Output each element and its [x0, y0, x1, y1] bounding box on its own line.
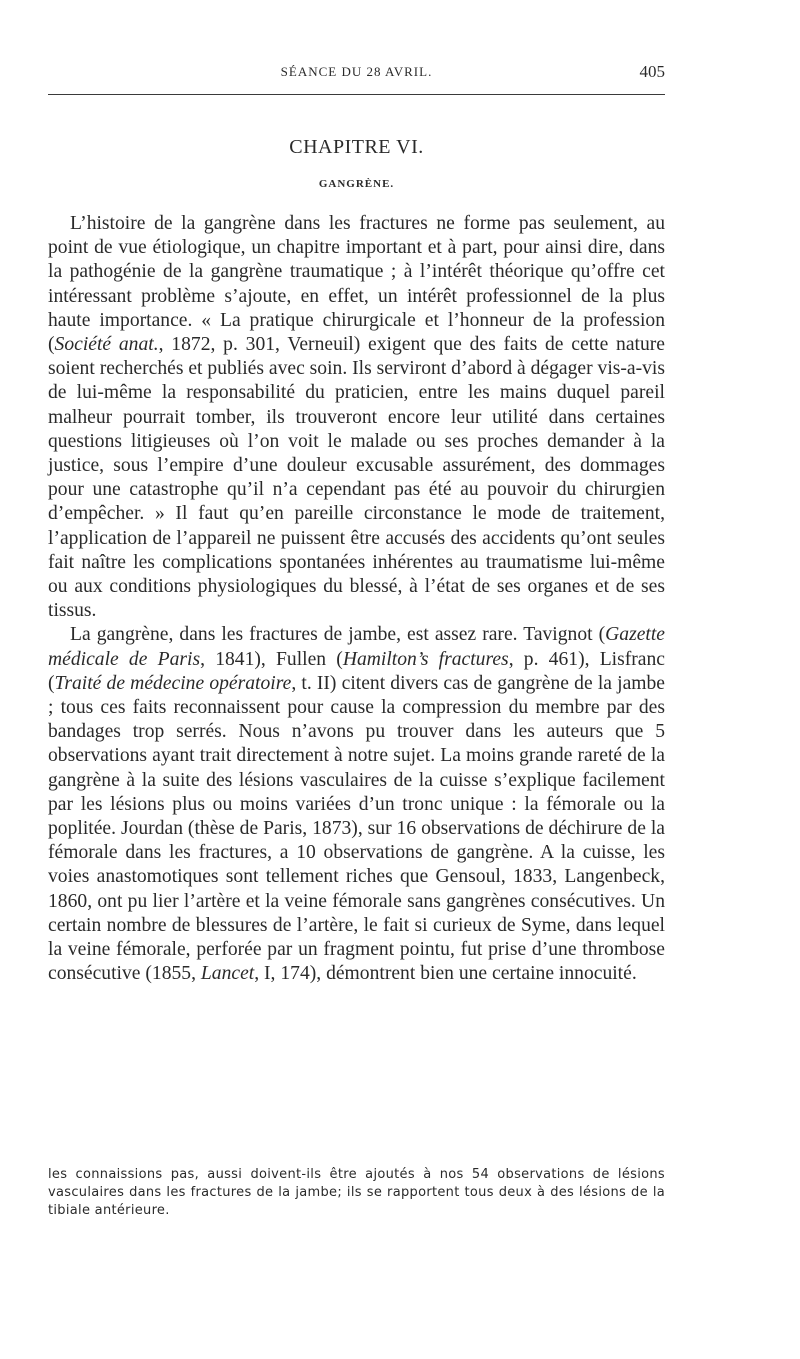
citation-gazette-medicale: Gazette médicale de Paris — [48, 624, 665, 670]
paragraph-2-text-3: , p. 461), Lisfranc ( — [48, 648, 665, 694]
citation-lancet: Lancet — [200, 963, 255, 985]
paragraph-1-text-1: L’histoire de la gangrène dans les fractures ne forme pas seulement, au point de vue étiologique, un chapitre important et à part, pour ainsi dire, dans la pathogénie de la gangrène traumatique ; à l’intérêt théorique qu’offre cet intéressant problème s’ajoute, en effet, un intérêt professionnel de la plus haute importance. « La pratique chirurgicale et l’honneur de la profession ( — [48, 213, 665, 356]
chapter-title: CHAPITRE VI. — [289, 136, 424, 158]
paragraph-2-text-4: , t. II) citent divers cas de gangrène de la jambe ; tous ces faits reconnaissent pour cause la compression du membre par des bandages trop serrés. Nous n’avons pu trouver dans les auteurs que 5 observations ayant trait directement à notre sujet. La moins grande rareté de la gangrène à la suite des lésions vasculaires de la cuisse s’explique facilement par les lésions plus ou moins variées d’un tronc unique : la fémorale ou la poplitée. Jourdan (thèse de Paris, 1873), sur 16 observations de déchirure de la fémorale dans les fractures, a 10 observations de gangrène. A la cuisse, les voies anastomotiques sont tellement riches que Gensoul, 1833, Langenbeck, 1860, ont pu lier l’artère et la veine fémorale sans gangrènes consécutives. Un certain nombre de blessures de l’artère, le fait si curieux de Syme, dans lequel la veine fémorale, perforée par un fragment pointu, fut prise d’une thrombose consécutive (1855, — [48, 672, 665, 985]
citation-societe-anat: Société anat. — [54, 334, 159, 356]
paragraph-2-text-5: , I, 174), démontrent bien une certaine innocuité. — [254, 963, 637, 985]
paragraph-1 — [48, 212, 665, 623]
citation-traite-medecine: Traité de médecine opératoire — [54, 672, 292, 694]
body-text — [48, 212, 665, 987]
page-number: 405 — [639, 62, 665, 81]
header-rule — [48, 94, 665, 95]
section-title: GANGRÈNE. — [318, 178, 395, 190]
paragraph-2-text-1: La gangrène, dans les fractures de jambe, est assez rare. Tavignot ( — [70, 624, 606, 646]
footnote — [48, 1166, 665, 1220]
running-title: SÉANCE DU 28 AVRIL. — [280, 64, 433, 79]
paragraph-1-text-2: , 1872, p. 301, Verneuil) exigent que des faits de cette nature soient recherchés et publiés avec soin. Ils serviront d’abord à dégager vis-a-vis de lui-même la responsabilité du praticien, entre les mains duquel pareil malheur pourrait tomber, ils trouveront encore leur utilité dans certaines questions litigieuses où l’on voit le malade ou ses proches demander à la justice, sous l’empire d’une douleur excusable assurément, des dommages pour une catastrophe qu’il n’a cependant pas été au pouvoir du chirurgien d’empêcher. » Il faut qu’en pareille circonstance le mode de traitement, l’application de l’appareil ne puissent être accusés des accidents qu’ont seules fait naître les complications spontanées inhérentes au traumatisme lui-même ou aux conditions physiologiques du blessé, à l’état de ses organes et de ses tissus. — [48, 334, 666, 622]
citation-hamilton-fractures: Hamilton’s fractures — [342, 648, 509, 670]
footnote-text: les connaissions pas, aussi doivent-ils être ajoutés à nos 54 observations de lésions vasculaires dans les fractures de la jambe; ils se rapportent tous deux à des lésions de la tibiale antérieure. — [48, 1167, 665, 1218]
paragraph-2-text-2: , 1841), Fullen ( — [200, 648, 343, 670]
running-head — [48, 62, 665, 82]
paragraph-2 — [48, 623, 665, 986]
